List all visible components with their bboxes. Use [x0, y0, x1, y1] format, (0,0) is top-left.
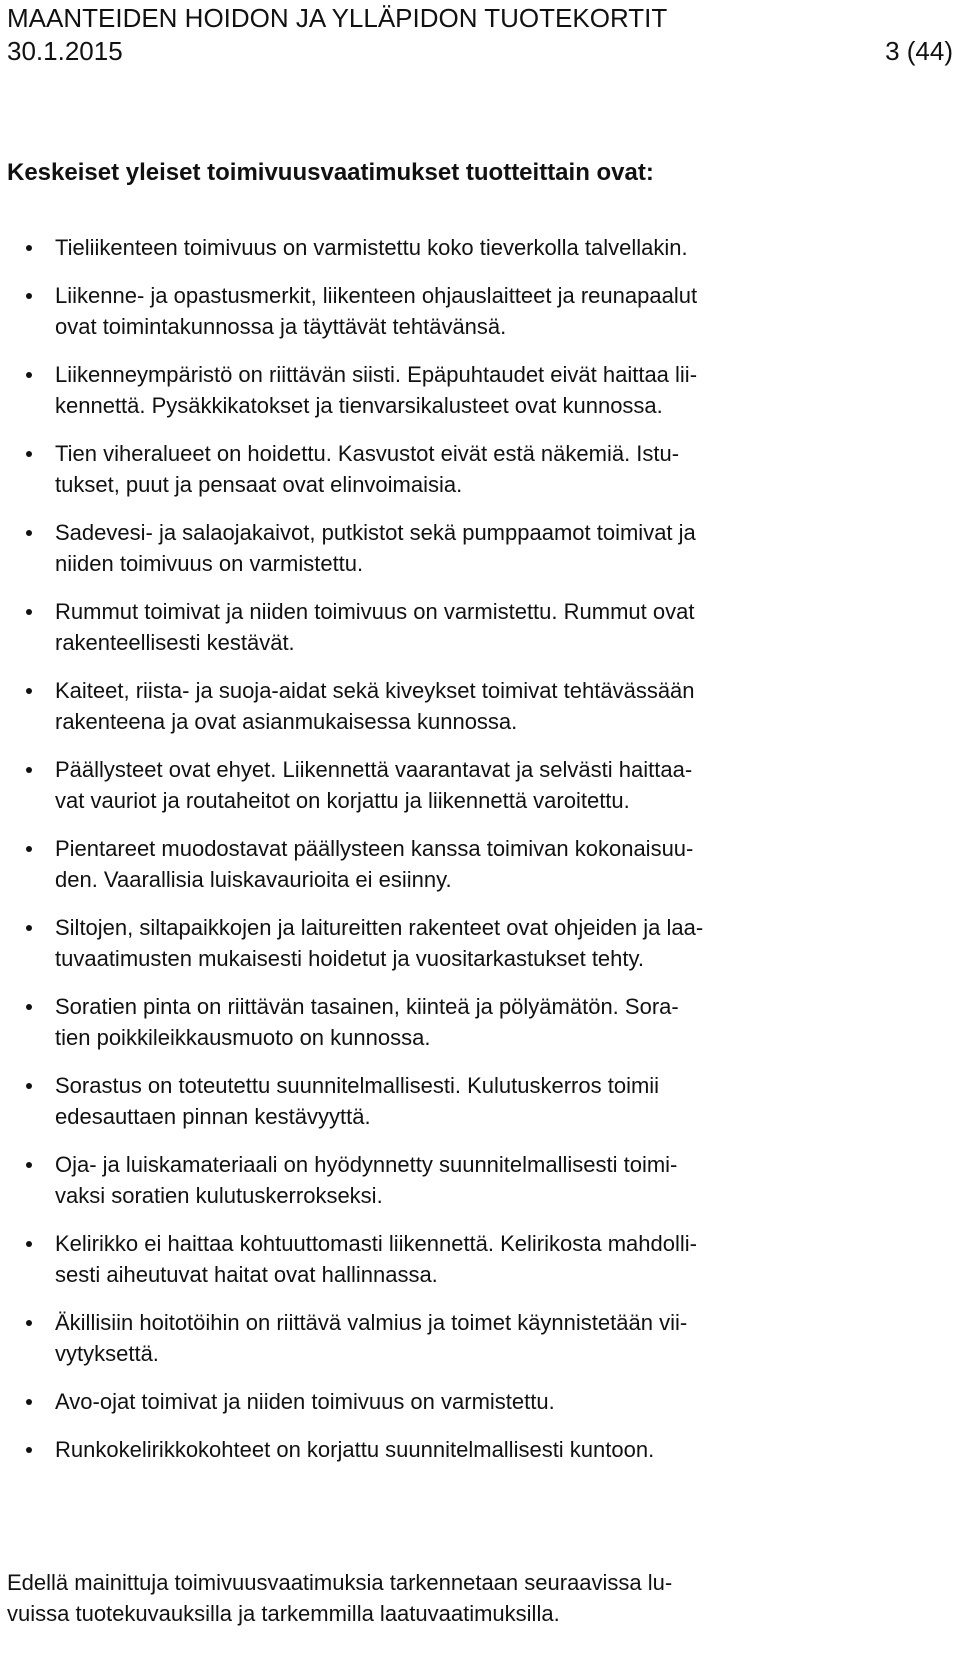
list-item-line: vaksi soratien kulutuskerrokseksi. — [55, 1183, 383, 1208]
list-item — [0, 1307, 960, 1369]
bullet-icon — [26, 1399, 32, 1405]
list-item-line: tien poikkileikkausmuoto on kunnossa. — [55, 1025, 431, 1050]
list-item-line: Sadevesi- ja salaojakaivot, putkistot sekä pumppaamot toimivat ja — [55, 520, 696, 545]
list-item — [0, 359, 960, 421]
list-item-line: Avo-ojat toimivat ja niiden toimivuus on varmistettu. — [55, 1389, 555, 1414]
bullet-icon — [26, 245, 32, 251]
bullet-icon — [26, 451, 32, 457]
list-item-line: Rummut toimivat ja niiden toimivuus on varmistettu. Rummut ovat — [55, 599, 695, 624]
bullet-icon — [26, 293, 32, 299]
list-item-line: Sorastus on toteutettu suunnitelmallisesti. Kulutuskerros toimii — [55, 1073, 660, 1098]
list-item-line: niiden toimivuus on varmistettu. — [55, 551, 364, 576]
document-date: 30.1.2015 — [7, 36, 123, 66]
list-item — [0, 1228, 960, 1290]
list-item-line: rakenteena ja ovat asianmukaisessa kunnossa. — [55, 709, 518, 734]
bullet-icon — [26, 1083, 32, 1089]
list-item-line: vat vauriot ja routaheitot on korjattu ja liikennettä varoitettu. — [55, 788, 630, 813]
list-item — [0, 1434, 960, 1465]
bullet-icon — [26, 846, 32, 852]
list-item-line: sesti aiheutuvat haitat ovat hallinnassa. — [55, 1262, 438, 1287]
bullet-icon — [26, 925, 32, 931]
section-heading: Keskeiset yleiset toimivuusvaatimukset tuotteittain ovat: — [7, 159, 654, 186]
list-item-line: Kelirikko ei haittaa kohtuuttomasti liikennettä. Kelirikosta mahdolli- — [55, 1231, 697, 1256]
bullet-icon — [26, 1004, 32, 1010]
list-item-line: Liikenneympäristö on riittävän siisti. Epäpuhtaudet eivät haittaa lii- — [55, 362, 698, 387]
list-item — [0, 232, 960, 263]
bullet-icon — [26, 1241, 32, 1247]
list-item — [0, 833, 960, 895]
list-item — [0, 1386, 960, 1417]
list-item-line: Äkillisiin hoitotöihin on riittävä valmius ja toimet käynnistetään vii- — [55, 1310, 688, 1335]
list-item-line: Runkokelirikkokohteet on korjattu suunnitelmallisesti kuntoon. — [55, 1437, 655, 1462]
bullet-icon — [26, 609, 32, 615]
page-header — [7, 2, 953, 68]
bullet-icon — [26, 372, 32, 378]
bullet-icon — [26, 530, 32, 536]
page-number: 3 (44) — [885, 36, 953, 66]
list-item-line: den. Vaarallisia luiskavaurioita ei esiinny. — [55, 867, 452, 892]
list-item-line: Oja- ja luiskamateriaali on hyödynnetty suunnitelmallisesti toimi- — [55, 1152, 678, 1177]
list-item-line: edesauttaen pinnan kestävyyttä. — [55, 1104, 371, 1129]
list-item — [0, 1070, 960, 1132]
bullet-icon — [26, 688, 32, 694]
header-row — [7, 35, 953, 68]
list-item-line: Liikenne- ja opastusmerkit, liikenteen ohjauslaitteet ja reunapaalut — [55, 283, 698, 308]
list-item — [0, 675, 960, 737]
bullet-icon — [26, 767, 32, 773]
list-item-line: rakenteellisesti kestävät. — [55, 630, 295, 655]
list-item — [0, 1149, 960, 1211]
list-item — [0, 912, 960, 974]
bullet-icon — [26, 1447, 32, 1453]
requirements-list — [0, 232, 960, 1482]
list-item-line: Tieliikenteen toimivuus on varmistettu koko tieverkolla talvellakin. — [55, 235, 688, 260]
list-item — [0, 991, 960, 1053]
list-item — [0, 280, 960, 342]
list-item — [0, 517, 960, 579]
closing-line: vuissa tuotekuvauksilla ja tarkemmilla laatuvaatimuksilla. — [7, 1601, 560, 1626]
closing-line: Edellä mainittuja toimivuusvaatimuksia tarkennetaan seuraavissa lu- — [7, 1570, 673, 1595]
bullet-icon — [26, 1162, 32, 1168]
list-item — [0, 596, 960, 658]
list-item-line: vytyksettä. — [55, 1341, 159, 1366]
list-item-line: tuvaatimusten mukaisesti hoidetut ja vuositarkastukset tehty. — [55, 946, 644, 971]
list-item-line: Pientareet muodostavat päällysteen kanssa toimivan kokonaisuu- — [55, 836, 694, 861]
list-item-line: Soratien pinta on riittävän tasainen, kiinteä ja pölyämätön. Sora- — [55, 994, 679, 1019]
closing-paragraph — [7, 1567, 953, 1629]
list-item-line: Päällysteet ovat ehyet. Liikennettä vaarantavat ja selvästi haittaa- — [55, 757, 693, 782]
list-item-line: tukset, puut ja pensaat ovat elinvoimaisia. — [55, 472, 463, 497]
list-item-line: ovat toimintakunnossa ja täyttävät tehtävänsä. — [55, 314, 507, 339]
document-title: MAANTEIDEN HOIDON JA YLLÄPIDON TUOTEKORTIT — [7, 3, 668, 33]
list-item — [0, 754, 960, 816]
list-item-line: Tien viheralueet on hoidettu. Kasvustot eivät estä näkemiä. Istu- — [55, 441, 680, 466]
list-item — [0, 438, 960, 500]
bullet-icon — [26, 1320, 32, 1326]
list-item-line: Siltojen, siltapaikkojen ja laitureitten rakenteet ovat ohjeiden ja laa- — [55, 915, 704, 940]
list-item-line: kennettä. Pysäkkikatokset ja tienvarsikalusteet ovat kunnossa. — [55, 393, 663, 418]
list-item-line: Kaiteet, riista- ja suoja-aidat sekä kiveykset toimivat tehtävässään — [55, 678, 695, 703]
